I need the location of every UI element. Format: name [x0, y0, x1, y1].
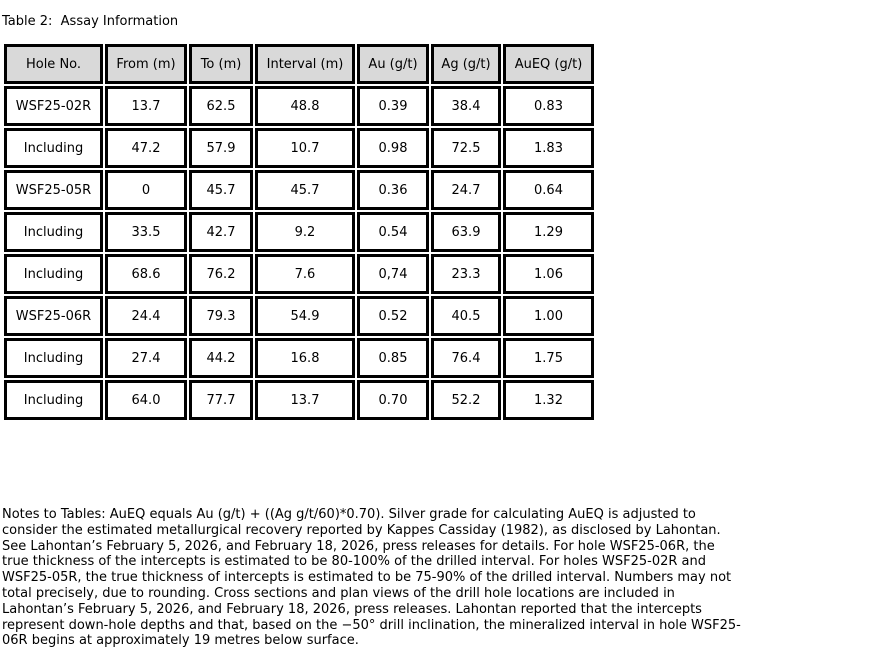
cell-interval: 13.7 — [255, 380, 355, 420]
cell-to: 77.7 — [189, 380, 253, 420]
header-interval: Interval (m) — [255, 44, 355, 84]
table-header-row — [4, 44, 594, 84]
cell-to: 79.3 — [189, 296, 253, 336]
cell-hole-no: WSF25-02R — [4, 86, 103, 126]
table-row — [4, 86, 594, 126]
cell-interval: 16.8 — [255, 338, 355, 378]
cell-hole-no: Including — [4, 254, 103, 294]
cell-from: 64.0 — [105, 380, 187, 420]
cell-aueq: 1.00 — [503, 296, 594, 336]
cell-aueq: 1.32 — [503, 380, 594, 420]
table-caption: Table 2: Assay Information — [2, 14, 179, 29]
cell-au: 0.52 — [357, 296, 429, 336]
cell-hole-no: Including — [4, 338, 103, 378]
cell-aueq: 1.83 — [503, 128, 594, 168]
cell-from: 27.4 — [105, 338, 187, 378]
table-notes: Notes to Tables: AuEQ equals Au (g/t) + ((Ag g/t/60)*0.70). Silver grade for calculating AuEQ is adjusted to consider the estimated metallurgical recovery reported by Kappes Cassiday (1982), as disclosed by Lahontan. See Lahontan’s February 5, 2026, and February 18, 2026, press releases for details. For hole WSF25-06R, the true thickness of the intercepts is estimated to be 80-100% of the drilled interval. For holes WSF25-02R and WSF25-05R, the true thickness of intercepts is estimated to be 75-90% of the drilled interval. Numbers may not total precisely, due to rounding. Cross sections and plan views of the drill hole locations are included in Lahontan’s February 5, 2026, and February 18, 2026, press releases. Lahontan reported that the intercepts represent down-hole depths and that, based on the −50° drill inclination, the mineralized interval in hole WSF25-06R begins at approximately 19 metres below surface. — [2, 507, 741, 649]
table-row — [4, 128, 594, 168]
table-row — [4, 338, 594, 378]
cell-interval: 9.2 — [255, 212, 355, 252]
cell-aueq: 1.06 — [503, 254, 594, 294]
cell-ag: 40.5 — [431, 296, 501, 336]
cell-aueq: 0.83 — [503, 86, 594, 126]
cell-au: 0.39 — [357, 86, 429, 126]
cell-hole-no: Including — [4, 212, 103, 252]
cell-interval: 48.8 — [255, 86, 355, 126]
cell-interval: 7.6 — [255, 254, 355, 294]
cell-ag: 76.4 — [431, 338, 501, 378]
cell-to: 42.7 — [189, 212, 253, 252]
cell-ag: 63.9 — [431, 212, 501, 252]
cell-hole-no: Including — [4, 128, 103, 168]
cell-au: 0.70 — [357, 380, 429, 420]
cell-to: 57.9 — [189, 128, 253, 168]
cell-au: 0.54 — [357, 212, 429, 252]
cell-ag: 52.2 — [431, 380, 501, 420]
cell-au: 0.36 — [357, 170, 429, 210]
header-au: Au (g/t) — [357, 44, 429, 84]
cell-ag: 38.4 — [431, 86, 501, 126]
cell-to: 44.2 — [189, 338, 253, 378]
cell-au: 0.85 — [357, 338, 429, 378]
cell-interval: 54.9 — [255, 296, 355, 336]
cell-interval: 45.7 — [255, 170, 355, 210]
cell-from: 13.7 — [105, 86, 187, 126]
cell-ag: 24.7 — [431, 170, 501, 210]
header-aueq: AuEQ (g/t) — [503, 44, 594, 84]
cell-from: 47.2 — [105, 128, 187, 168]
cell-from: 68.6 — [105, 254, 187, 294]
header-ag: Ag (g/t) — [431, 44, 501, 84]
header-from: From (m) — [105, 44, 187, 84]
cell-from: 0 — [105, 170, 187, 210]
header-hole-no: Hole No. — [4, 44, 103, 84]
header-to: To (m) — [189, 44, 253, 84]
cell-hole-no: WSF25-05R — [4, 170, 103, 210]
cell-from: 33.5 — [105, 212, 187, 252]
table-row — [4, 212, 594, 252]
cell-to: 45.7 — [189, 170, 253, 210]
cell-interval: 10.7 — [255, 128, 355, 168]
cell-ag: 23.3 — [431, 254, 501, 294]
assay-table — [2, 42, 596, 422]
table-row — [4, 254, 594, 294]
cell-au: 0.98 — [357, 128, 429, 168]
table-row — [4, 380, 594, 420]
cell-to: 76.2 — [189, 254, 253, 294]
cell-from: 24.4 — [105, 296, 187, 336]
cell-aueq: 0.64 — [503, 170, 594, 210]
cell-hole-no: WSF25-06R — [4, 296, 103, 336]
table-row — [4, 170, 594, 210]
cell-au: 0,74 — [357, 254, 429, 294]
cell-aueq: 1.75 — [503, 338, 594, 378]
cell-ag: 72.5 — [431, 128, 501, 168]
table-row — [4, 296, 594, 336]
cell-hole-no: Including — [4, 380, 103, 420]
cell-aueq: 1.29 — [503, 212, 594, 252]
cell-to: 62.5 — [189, 86, 253, 126]
